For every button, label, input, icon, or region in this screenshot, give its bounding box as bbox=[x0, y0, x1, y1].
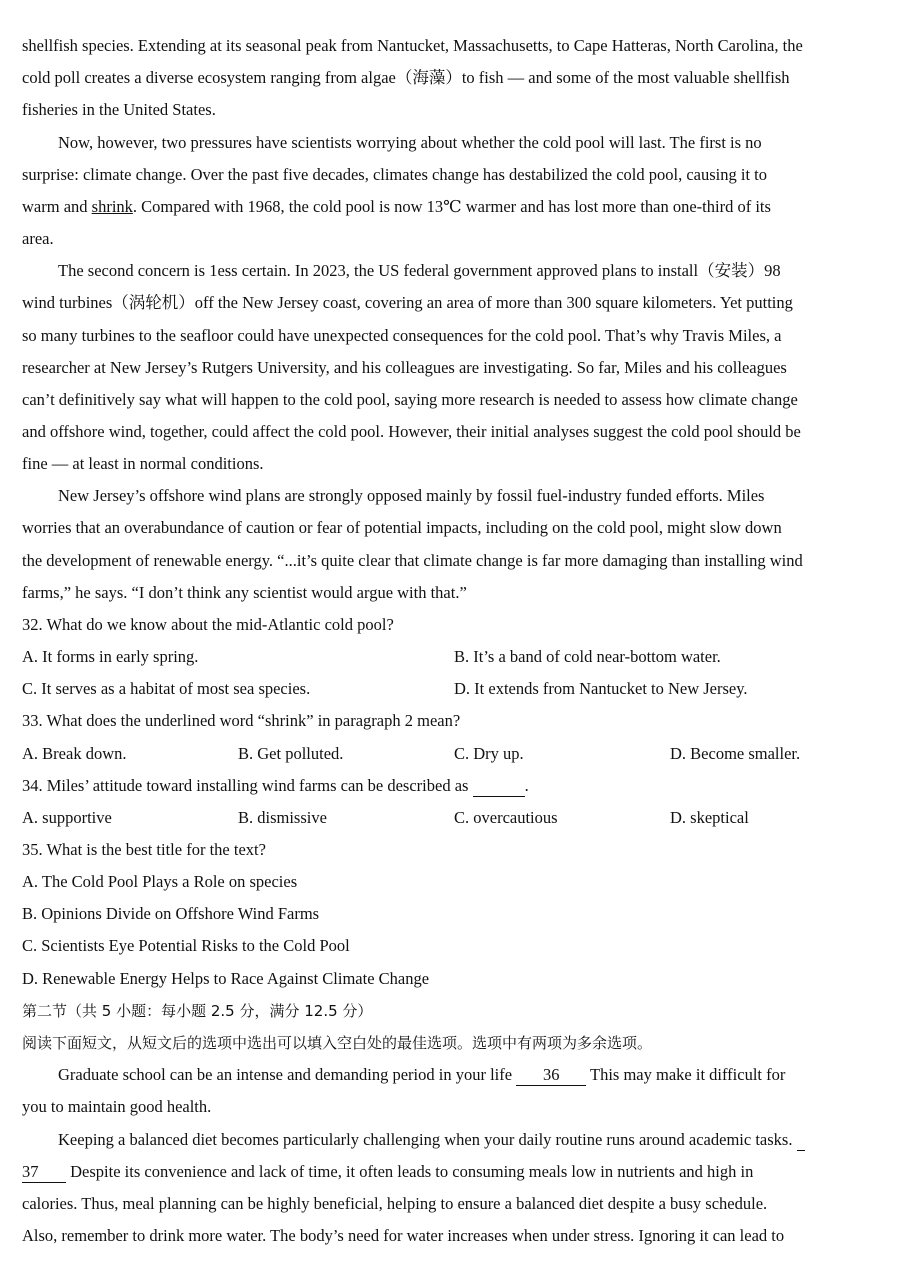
passage2-p2-line2-text: Despite its convenience and lack of time, it often leads to consuming meals low in nutrients and high in bbox=[66, 1162, 754, 1181]
passage2-p2-text: Keeping a balanced diet becomes particularly challenging when your daily routine runs around academic tasks. bbox=[58, 1130, 797, 1149]
passage2-p1-text-start: Graduate school can be an intense and demanding period in your life bbox=[58, 1065, 517, 1084]
q34-stem-period: . bbox=[524, 776, 529, 795]
para4-line2: worries that an overabundance of caution or fear of potential impacts, including on the cold pool, might slow down bbox=[22, 518, 782, 537]
q34-answer-blank bbox=[473, 776, 525, 797]
q33-option-a[interactable]: A. Break down. bbox=[22, 744, 127, 763]
q33-option-c[interactable]: C. Dry up. bbox=[454, 744, 524, 763]
para1-line3: fisheries in the United States. bbox=[22, 100, 216, 119]
para3-line1: The second concern is 1ess certain. In 2023, the US federal government approved plans to install（安装）98 bbox=[58, 261, 781, 280]
question-34-stem bbox=[22, 776, 878, 797]
para2-line3 bbox=[22, 197, 878, 217]
para3-line4: researcher at New Jersey’s Rutgers University, and his colleagues are investigating. So far, Miles and his colleagues bbox=[22, 358, 787, 377]
passage2-p2-line4: Also, remember to drink more water. The body’s need for water increases when under stress. Ignoring it can lead to bbox=[22, 1226, 785, 1245]
passage2-p1-line2: you to maintain good health. bbox=[22, 1097, 212, 1116]
passage2-p2-line3: calories. Thus, meal planning can be highly beneficial, helping to ensure a balanced diet despite a busy schedule. bbox=[22, 1194, 768, 1213]
blank-37-start bbox=[797, 1130, 805, 1151]
q35-option-c[interactable]: C. Scientists Eye Potential Risks to the Cold Pool bbox=[22, 936, 350, 955]
q35-option-a[interactable]: A. The Cold Pool Plays a Role on species bbox=[22, 872, 298, 891]
para1-line1: shellfish species. Extending at its seasonal peak from Nantucket, Massachusetts, to Cape Hatteras, North Carolina, the bbox=[22, 36, 803, 55]
q32-option-b[interactable]: B. It’s a band of cold near-bottom water. bbox=[454, 647, 721, 666]
para3-line5: can’t definitively say what will happen to the cold pool, saying more research is needed to assess how climate change bbox=[22, 390, 798, 409]
passage2-p2-line2 bbox=[22, 1162, 878, 1183]
question-33-stem: 33. What does the underlined word “shrink” in paragraph 2 mean? bbox=[22, 711, 461, 730]
para2-line2: surprise: climate change. Over the past five decades, climates change has destabilized the cold pool, causing it to bbox=[22, 165, 767, 184]
blank-37[interactable]: 37 bbox=[22, 1162, 66, 1183]
para3-line2: wind turbines（涡轮机）off the New Jersey coast, covering an area of more than 300 square kilometers. Yet putting bbox=[22, 293, 793, 312]
q34-option-d[interactable]: D. skeptical bbox=[670, 808, 749, 827]
para2-line1: Now, however, two pressures have scientists worrying about whether the cold pool will last. The first is no bbox=[58, 133, 762, 152]
blank-36[interactable]: 36 bbox=[516, 1065, 586, 1086]
para3-line6: and offshore wind, together, could affect the cold pool. However, their initial analyses suggest the cold pool should be bbox=[22, 422, 801, 441]
q32-option-c[interactable]: C. It serves as a habitat of most sea species. bbox=[22, 679, 311, 698]
passage2-p2-line1 bbox=[58, 1130, 878, 1151]
para2-line3-start: warm and bbox=[22, 197, 92, 216]
section2-instruction: 阅读下面短文，从短文后的选项中选出可以填入空白处的最佳选项。选项中有两项为多余选项。 bbox=[22, 1034, 653, 1052]
q35-option-d[interactable]: D. Renewable Energy Helps to Race Against Climate Change bbox=[22, 969, 430, 988]
q33-option-b[interactable]: B. Get polluted. bbox=[238, 744, 344, 763]
para4-line1: New Jersey’s offshore wind plans are strongly opposed mainly by fossil fuel-industry funded efforts. Miles bbox=[58, 486, 765, 505]
q34-stem-text: 34. Miles’ attitude toward installing wind farms can be described as bbox=[22, 776, 473, 795]
section2-heading: 第二节（共 5 小题：每小题 2.5 分，满分 12.5 分） bbox=[22, 1002, 373, 1020]
para3-line3: so many turbines to the seafloor could have unexpected consequences for the cold pool. That’s why Travis Miles, a bbox=[22, 326, 782, 345]
para1-line2: cold poll creates a diverse ecosystem ranging from algae（海藻）to fish — and some of the most valuable shellfish bbox=[22, 68, 790, 87]
q34-option-c[interactable]: C. overcautious bbox=[454, 808, 558, 827]
para2-line3-end: . Compared with 1968, the cold pool is now 13℃ warmer and has lost more than one-third of its bbox=[132, 197, 771, 216]
para3-line7: fine — at least in normal conditions. bbox=[22, 454, 264, 473]
question-32-stem: 32. What do we know about the mid-Atlantic cold pool? bbox=[22, 615, 394, 634]
q34-option-b[interactable]: B. dismissive bbox=[238, 808, 327, 827]
question-35-stem: 35. What is the best title for the text? bbox=[22, 840, 266, 859]
q35-option-b[interactable]: B. Opinions Divide on Offshore Wind Farms bbox=[22, 904, 320, 923]
q32-option-a[interactable]: A. It forms in early spring. bbox=[22, 647, 199, 666]
q33-option-d[interactable]: D. Become smaller. bbox=[670, 744, 801, 763]
q32-option-d[interactable]: D. It extends from Nantucket to New Jersey. bbox=[454, 679, 748, 698]
underlined-word-shrink: shrink bbox=[91, 197, 133, 216]
para4-line4: farms,” he says. “I don’t think any scientist would argue with that.” bbox=[22, 583, 467, 602]
para4-line3: the development of renewable energy. “...it’s quite clear that climate change is far more damaging than installing wind bbox=[22, 551, 803, 570]
passage2-p1-text-end: This may make it difficult for bbox=[586, 1065, 786, 1084]
passage2-p1-line1 bbox=[58, 1065, 878, 1086]
para2-line4: area. bbox=[22, 229, 54, 248]
q34-option-a[interactable]: A. supportive bbox=[22, 808, 112, 827]
